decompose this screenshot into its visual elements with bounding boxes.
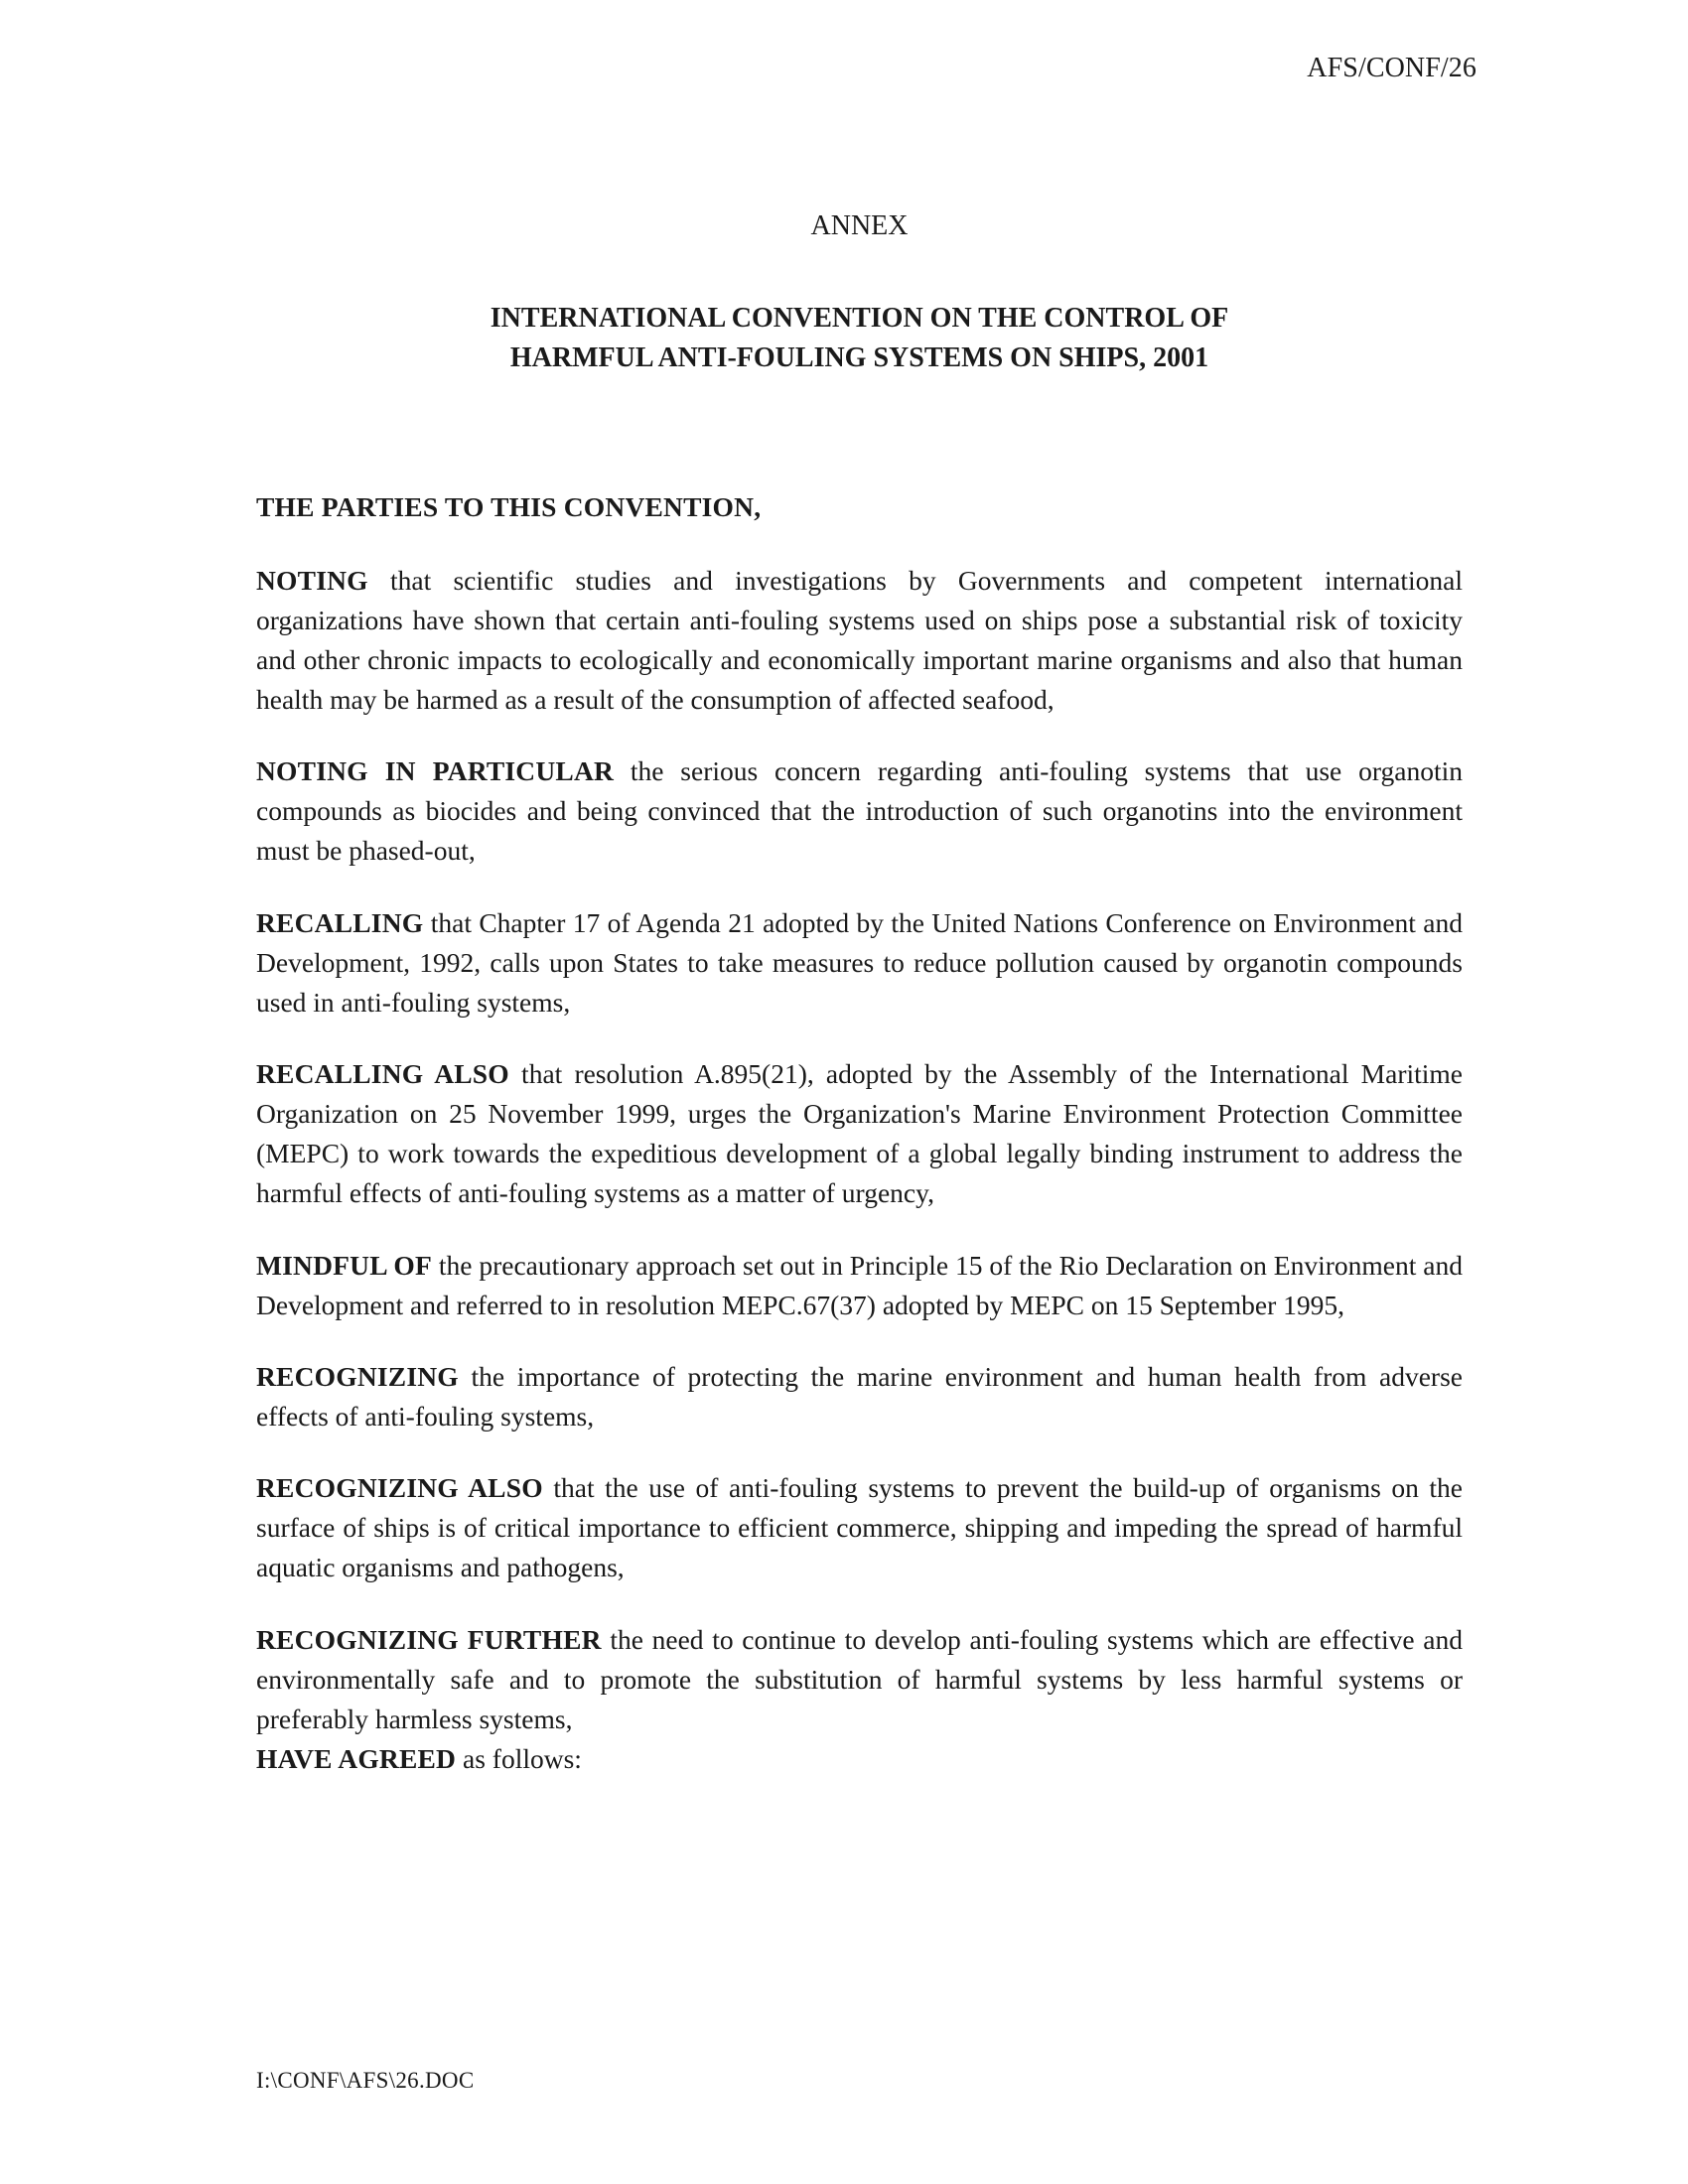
convention-title-line-2: HARMFUL ANTI-FOULING SYSTEMS ON SHIPS, 2001 xyxy=(509,341,1209,373)
document-body xyxy=(256,208,1463,1779)
have-agreed-rest: as follows: xyxy=(456,1743,582,1775)
preamble-paragraph-lead: RECALLING ALSO xyxy=(256,1058,509,1090)
preamble-paragraph xyxy=(256,751,1463,871)
preamble-paragraph-lead: NOTING xyxy=(256,564,368,596)
preamble-paragraph-lead: MINDFUL OF xyxy=(256,1249,432,1281)
preamble-paragraph xyxy=(256,1468,1463,1587)
preamble-paragraph-lead: RECOGNIZING FURTHER xyxy=(256,1623,602,1655)
preamble-paragraph xyxy=(256,1357,1463,1436)
annex-heading: ANNEX xyxy=(810,210,909,241)
preamble-paragraph-body: that scientific studies and investigations by Governments and competent international organizations have shown that certain anti-fouling systems used on ships pose a substantial risk of toxicity and other chronic impacts to ecologically and economically important marine organisms and also that human health may be harmed as a result of the consumption of affected seafood, xyxy=(256,564,1463,716)
parties-heading: THE PARTIES TO THIS CONVENTION, xyxy=(256,490,762,522)
preamble-paragraph xyxy=(256,561,1463,721)
preamble-paragraph xyxy=(256,903,1463,1023)
have-agreed-line xyxy=(256,1739,1463,1779)
preamble-paragraph-lead: NOTING IN PARTICULAR xyxy=(256,755,615,787)
preamble-paragraph-body: that Chapter 17 of Agenda 21 adopted by the United Nations Conference on Environment and Development, 1992, calls upon States to take measures to reduce pollution caused by organotin compounds used in anti-fouling systems, xyxy=(256,906,1463,1018)
preamble-paragraph-lead: RECOGNIZING ALSO xyxy=(256,1472,543,1504)
preamble-paragraph-body: the need to continue to develop anti-fouling systems which are effective and environmentally safe and to promote the substitution of harmful systems by less harmful systems or preferably harmless systems, xyxy=(256,1623,1463,1734)
footer-file-path: I:\CONF\AFS\26.DOC xyxy=(256,2068,475,2093)
preamble-paragraph-body: the serious concern regarding anti-fouling systems that use organotin compounds as biocides and being convinced that the introduction of such organotins into the environment must be phased-out, xyxy=(256,755,1463,867)
preamble-paragraph-body: that the use of anti-fouling systems to prevent the build-up of organisms on the surface of ships is of critical importance to efficient commerce, shipping and impeding the spread of harmful aquatic organisms and pathogens, xyxy=(256,1472,1463,1583)
preamble-paragraph xyxy=(256,1054,1463,1214)
preamble-paragraph-body: the importance of protecting the marine environment and human health from adverse effects of anti-fouling systems, xyxy=(256,1360,1463,1433)
have-agreed-lead: HAVE AGREED xyxy=(256,1743,457,1775)
preamble-paragraph xyxy=(256,1246,1463,1325)
preamble-paragraph-list xyxy=(256,561,1463,1739)
preamble-paragraph-lead: RECOGNIZING xyxy=(256,1360,459,1392)
preamble-paragraph-body: that resolution A.895(21), adopted by the Assembly of the International Maritime Organization on 25 November 1999, urges the Organization's Marine Environment Protection Committee (MEPC) to work towards the expeditious development of a global legally binding instrument to address the harmful effects of anti-fouling systems as a matter of urgency, xyxy=(256,1058,1463,1209)
preamble-paragraph-body: the precautionary approach set out in Principle 15 of the Rio Declaration on Environment and Development and referred to in resolution MEPC.67(37) adopted by MEPC on 15 September 1995, xyxy=(256,1249,1463,1320)
convention-title-line-1: INTERNATIONAL CONVENTION ON THE CONTROL OF xyxy=(490,303,1229,334)
document-reference-header: AFS/CONF/26 xyxy=(1307,53,1477,83)
preamble-paragraph xyxy=(256,1620,1463,1739)
preamble-paragraph-lead: RECALLING xyxy=(256,906,424,938)
convention-title xyxy=(256,299,1463,378)
